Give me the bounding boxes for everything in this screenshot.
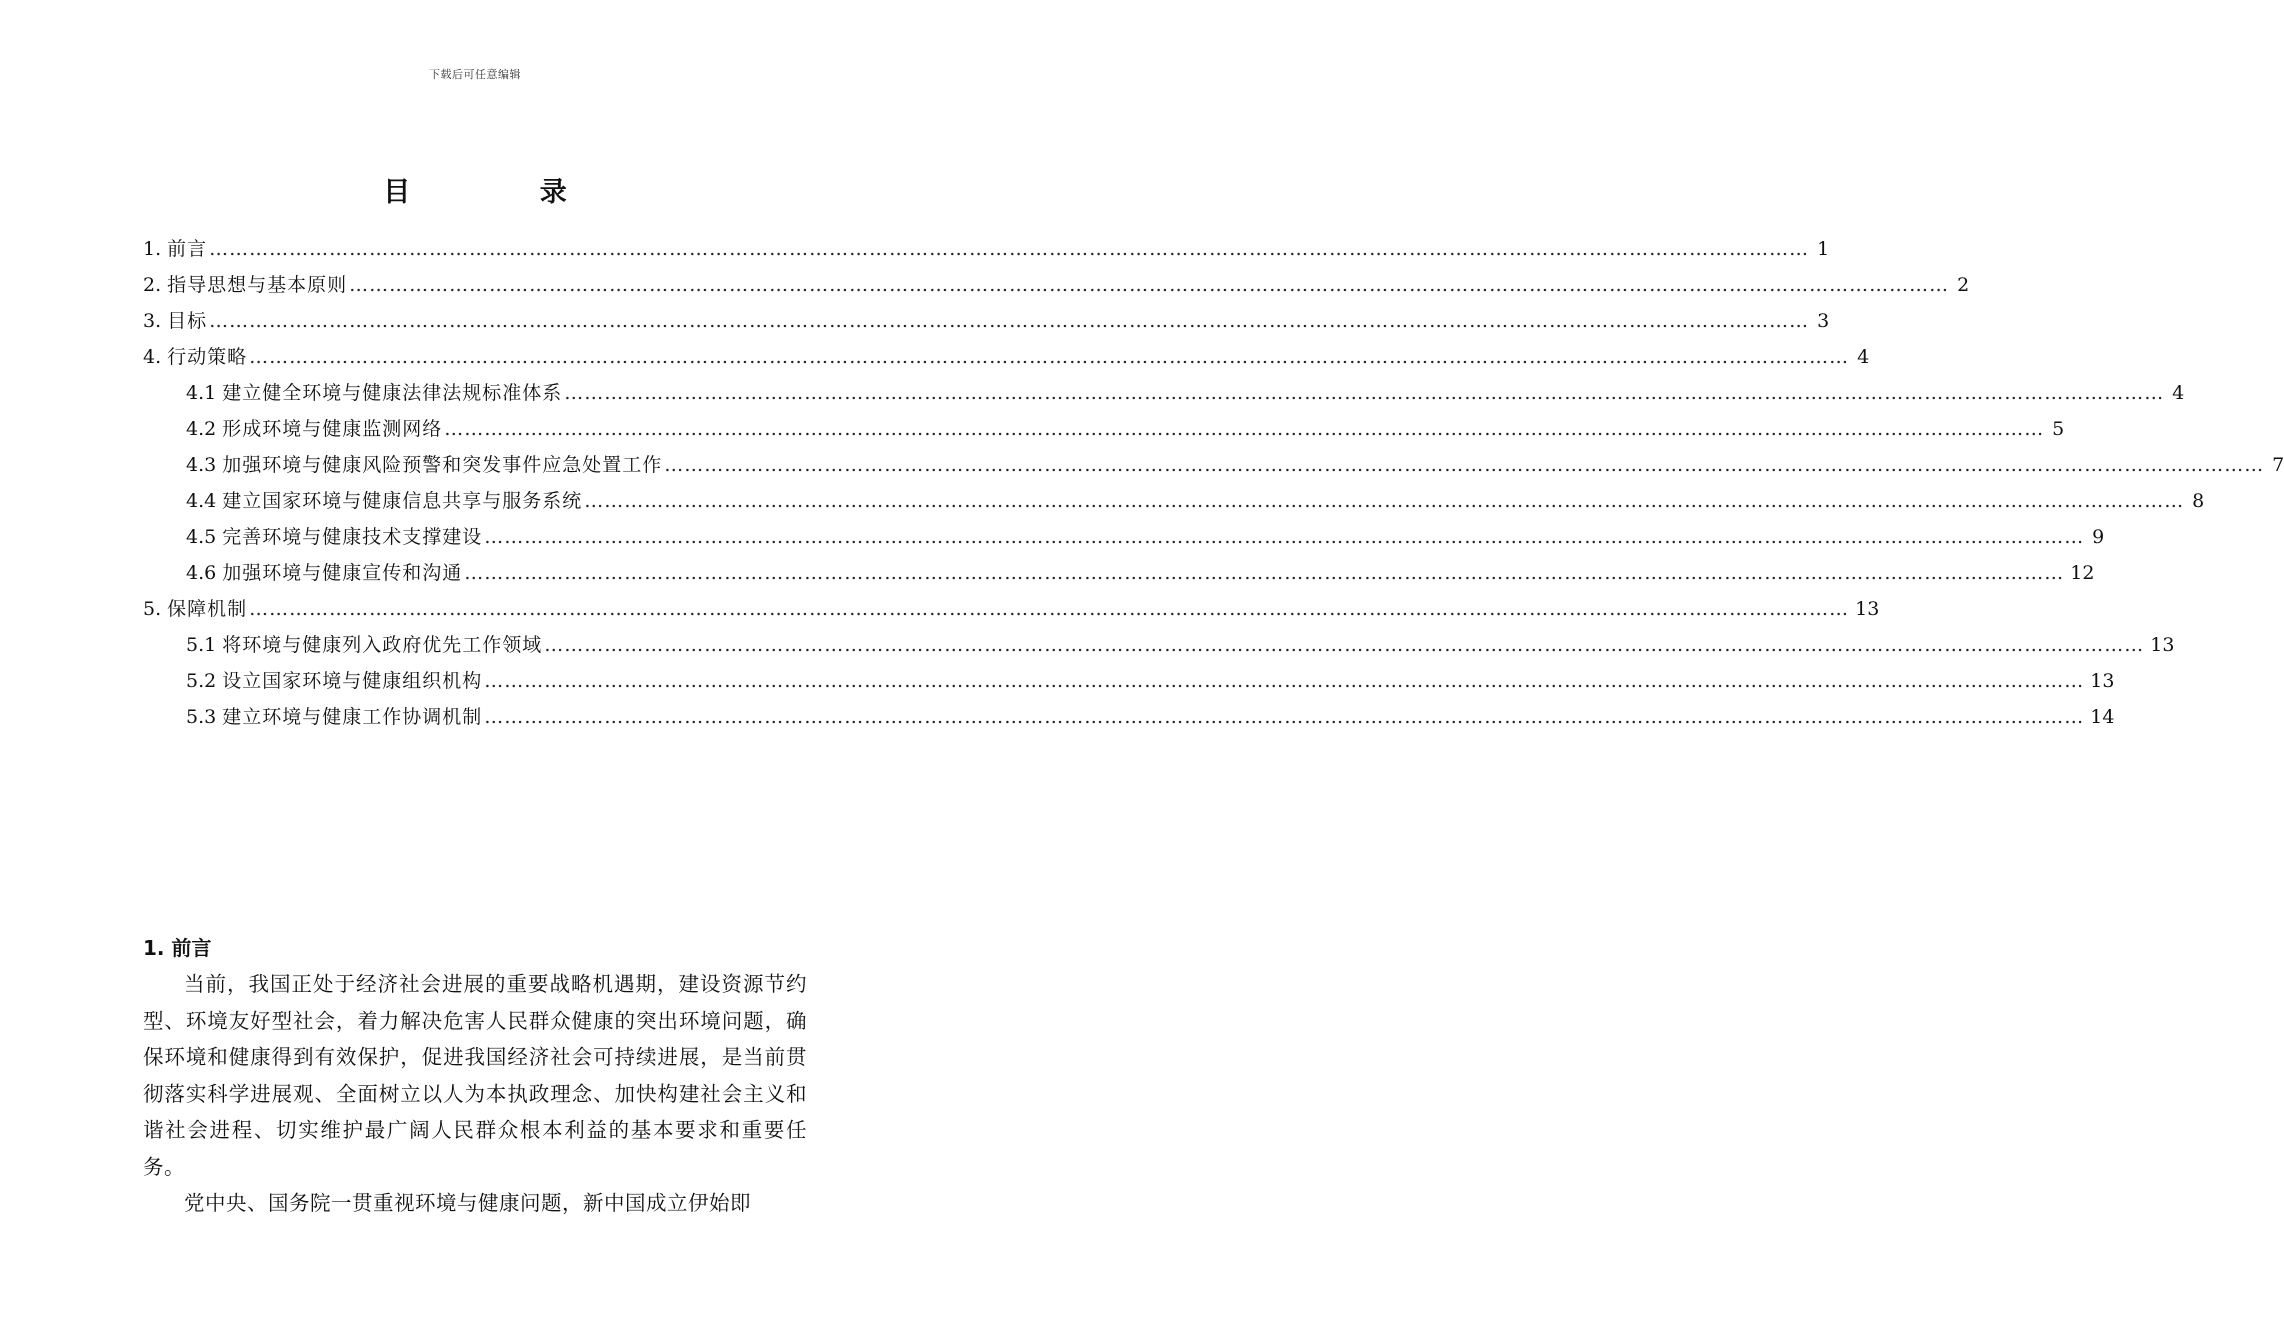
toc-entry-label: 行动策略 — [167, 346, 248, 368]
toc-entry-page: 13 — [2150, 634, 2175, 656]
body-paragraph: 党中央、国务院一贯重视环境与健康问题，新中国成立伊始即 — [184, 1191, 751, 1215]
toc-entry-page: 8 — [2192, 490, 2205, 512]
toc-entry-page: 5 — [2052, 418, 2065, 440]
dot-leader: …………………………………………………………………………………………………………………………………………………………………………………………………………………… — [564, 382, 2165, 404]
toc-entry-number: 4.5 — [186, 526, 217, 548]
toc-entry-number: 4.6 — [186, 562, 217, 584]
dot-leader: …………………………………………………………………………………………………………………………………………………………………………………………………………………… — [444, 418, 2045, 440]
header-note: 下载后可任意编辑 — [429, 68, 521, 81]
toc-entry-number: 5. — [143, 598, 162, 620]
dot-leader: …………………………………………………………………………………………………………………………………………………………………………………………………………………… — [249, 346, 1850, 368]
toc-entry-number: 3. — [143, 310, 162, 332]
dot-leader: …………………………………………………………………………………………………………………………………………………………………………………………………………………… — [464, 562, 2065, 584]
toc-entry[interactable] — [186, 451, 2284, 479]
dot-leader: …………………………………………………………………………………………………………………………………………………………………………………………………………………… — [664, 454, 2265, 476]
toc-entry-label: 完善环境与健康技术支撑建设 — [222, 526, 483, 548]
toc-entry-label: 将环境与健康列入政府优先工作领域 — [222, 634, 543, 656]
toc-entry-page: 4 — [1857, 346, 1870, 368]
dot-leader: …………………………………………………………………………………………………………………………………………………………………………………………………………………… — [249, 598, 1850, 620]
toc-entry-number: 4.2 — [186, 418, 217, 440]
toc-entry-page: 7 — [2272, 454, 2284, 476]
toc-entry[interactable] — [186, 667, 2115, 695]
toc-entry[interactable] — [186, 559, 2095, 587]
toc-entry-page: 13 — [2090, 670, 2115, 692]
dot-leader: …………………………………………………………………………………………………………………………………………………………………………………………………………………… — [544, 634, 2145, 656]
dot-leader: …………………………………………………………………………………………………………………………………………………………………………………………………………………… — [484, 670, 2085, 692]
toc-entry-page: 12 — [2070, 562, 2095, 584]
dot-leader: …………………………………………………………………………………………………………………………………………………………………………………………………………………… — [484, 706, 2085, 728]
toc-entry[interactable] — [186, 631, 2175, 659]
toc-entry-number: 4.3 — [186, 454, 217, 476]
toc-title: 目 录 — [383, 177, 627, 208]
toc-entry[interactable] — [143, 307, 1830, 335]
section-body — [143, 966, 807, 1222]
toc-entry[interactable] — [143, 271, 1970, 299]
toc-entry-label: 建立国家环境与健康信息共享与服务系统 — [222, 490, 583, 512]
toc-entry-page: 1 — [1817, 238, 1830, 260]
dot-leader: …………………………………………………………………………………………………………………………………………………………………………………………………………………… — [349, 274, 1950, 296]
toc-entry-number: 4.1 — [186, 382, 217, 404]
toc-entry-page: 2 — [1957, 274, 1970, 296]
toc-entry[interactable] — [143, 595, 1880, 623]
toc-entry-page: 14 — [2090, 706, 2115, 728]
toc-entry-page: 4 — [2172, 382, 2185, 404]
toc-entry-label: 加强环境与健康宣传和沟通 — [222, 562, 463, 584]
toc-entry-label: 建立健全环境与健康法律法规标准体系 — [222, 382, 563, 404]
toc-entry[interactable] — [186, 415, 2065, 443]
toc-entry-label: 目标 — [167, 310, 208, 332]
dot-leader: …………………………………………………………………………………………………………………………………………………………………………………………………………………… — [209, 310, 1810, 332]
dot-leader: …………………………………………………………………………………………………………………………………………………………………………………………………………………… — [584, 490, 2185, 512]
toc-entry-number: 5.2 — [186, 670, 217, 692]
toc-entry[interactable] — [186, 487, 2205, 515]
toc-entry-number: 5.1 — [186, 634, 217, 656]
toc-entry[interactable] — [186, 379, 2185, 407]
toc-entry-number: 4. — [143, 346, 162, 368]
toc-entry-label: 建立环境与健康工作协调机制 — [222, 706, 483, 728]
toc-entry-label: 设立国家环境与健康组织机构 — [222, 670, 483, 692]
toc-entry[interactable] — [186, 703, 2115, 731]
toc-entry-number: 4.4 — [186, 490, 217, 512]
toc-entry-label: 保障机制 — [167, 598, 248, 620]
toc-entry-label: 前言 — [167, 238, 208, 260]
toc-entry-label: 加强环境与健康风险预警和突发事件应急处置工作 — [222, 454, 663, 476]
toc-entry[interactable] — [143, 235, 1830, 263]
dot-leader: …………………………………………………………………………………………………………………………………………………………………………………………………………………… — [209, 238, 1810, 260]
toc-entry-label: 指导思想与基本原则 — [167, 274, 348, 296]
toc-entry-number: 2. — [143, 274, 162, 296]
toc-entry-number: 5.3 — [186, 706, 217, 728]
toc-entry-page: 9 — [2092, 526, 2105, 548]
toc-entry-page: 13 — [1855, 598, 1880, 620]
section-heading: 1. 前言 — [143, 936, 212, 960]
toc-entry-number: 1. — [143, 238, 162, 260]
dot-leader: …………………………………………………………………………………………………………………………………………………………………………………………………………………… — [484, 526, 2085, 548]
toc-entry-label: 形成环境与健康监测网络 — [222, 418, 443, 440]
toc-entry-page: 3 — [1817, 310, 1830, 332]
body-paragraph: 当前，我国正处于经济社会进展的重要战略机遇期，建设资源节约型、环境友好型社会，着力解决危害人民群众健康的突出环境问题，确保环境和健康得到有效保护，促进我国经济社会可持续进展，是当前贯彻落实科学进展观、全面树立以人为本执政理念、加快构建社会主义和谐社会进程、切实维护最广阔人民群众根本利益的基本要求和重要任务。 — [143, 972, 807, 1179]
toc-entry[interactable] — [186, 523, 2105, 551]
toc-entry[interactable] — [143, 343, 1870, 371]
